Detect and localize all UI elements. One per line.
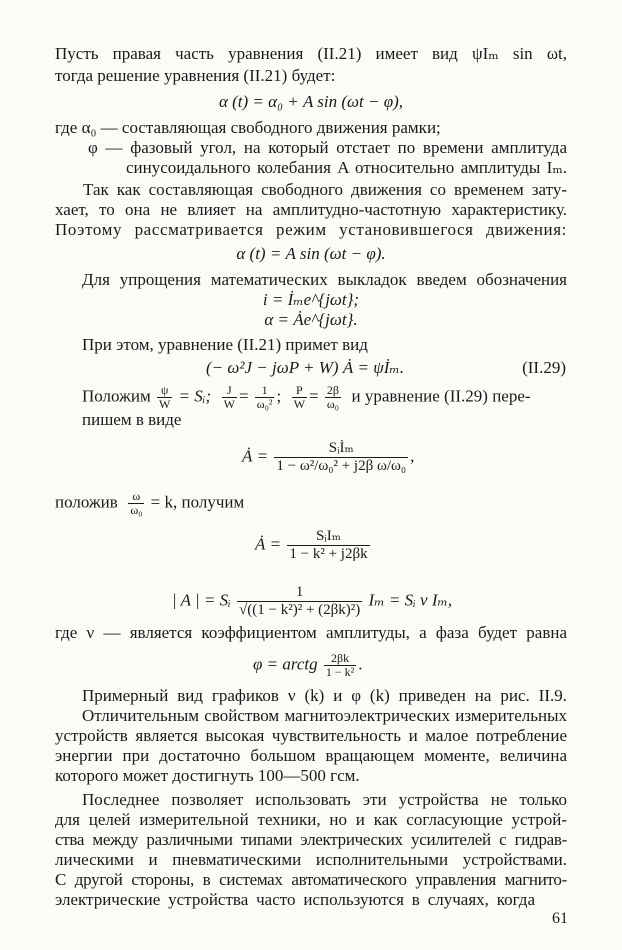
fraction: $\frac{1}{\text{√((1 − k²)² + (2βk)²)}}$ [239,584,361,618]
text-line: Для упрощения математических выкладок введем обозначения [82,270,567,289]
equation: α = Ȧe^{jωt}. [264,310,358,329]
text-line: Пусть правая часть уравнения (II.21) имеет вид ψIₘ sin ωt, [55,44,567,63]
text-line: энергии при достаточно большом вращающем моменте, величина [55,746,567,765]
text-line: для целей измерительной техники, но и как согласующие устрой- [55,810,567,829]
text-line: Отличительным свойством магнитоэлектрических измерительных [82,706,567,725]
text-line: Поэтому рассматривается режим установившегося движения: [55,220,567,239]
page-number: 61 [552,910,568,927]
equation-line: Положим $\frac{\psi}{W}$ = Sᵢ; $\frac{J}{W}$ = $\frac{1}{\text{ω₀²}}$ ; $\frac{P}{W}$ = $\frac{2\beta}{\text{ω₀}}$ и уравнение (II.29) пере- [82,383,531,411]
text-line: Примерный вид графиков ν (k) и φ (k) приведен на рис. II.9. [82,686,567,705]
equation-number: (II.29) [522,358,566,377]
fraction: $\frac{2\beta k}{\text{1 − k²}}$ [325,651,355,679]
text-line: ства между различными типами электрических усилителей с гидрав- [55,830,567,849]
fraction: $\frac{2\beta}{\text{ω₀}}$ [326,383,339,411]
fraction: $\frac{\text{Sᵢİₘ}}{\text{1 − ω²/ω₀² + j2β ω/ω₀}}$ [276,440,407,474]
text-line: φ — фазовый угол, на который отстает по времени амплитуда [88,138,567,157]
equation: Ȧ = $\frac{\text{SᵢIₘ}}{\text{1 − k² + j2βk}}$ [255,528,368,562]
fraction: $\frac{\omega}{\text{ω₀}}$ [130,489,143,517]
text-line: лическими и пневматическими исполнительными устройствами. [55,850,567,869]
text-line: которого может достигнуть 100—500 гсм. [55,766,360,785]
equation-line: положив $\frac{\omega}{\text{ω₀}}$ = k, получим [55,489,245,517]
equation: α (t) = α₀ + A sin (ωt − φ), [218,92,404,111]
fraction: $\frac{\psi}{W}$ [158,383,171,411]
text-line: пишем в виде [82,410,182,429]
equation: | A | = Sᵢ $\frac{1}{\text{√((1 − k²)² + (2βk)²)}}$ Iₘ = Sᵢ ν Iₘ, [172,584,453,618]
text-line: где α₀ — составляющая свободного движения рамки; [55,118,441,137]
text-line: синусоидального колебания A относительно амплитуды Iₘ. [126,158,567,177]
text-line: Так как составляющая свободного движения со временем зату- [83,180,567,199]
text-line: где ν — является коэффициентом амплитуды, а фаза будет равна [55,623,567,642]
text-line: устройств является высокая чувствительность и малое потребление [55,726,567,745]
equation: i = İₘe^{jωt}; [262,290,360,309]
equation: Ȧ = $\frac{\text{Sᵢİₘ}}{\text{1 − ω²/ω₀² + j2β ω/ω₀}}$ , [242,440,415,474]
text-line: При этом, уравнение (II.21) примет вид [82,335,368,354]
fraction: $\frac{J}{W}$ [223,383,235,411]
text-line: тогда решение уравнения (II.21) будет: [55,66,336,85]
fraction: $\frac{\text{SᵢIₘ}}{\text{1 − k² + j2βk}}$ [289,528,368,562]
fraction: $\frac{1}{\text{ω₀²}}$ [256,383,273,411]
text-line: хает, то она не влияет на амплитудно-частотную характеристику. [55,200,567,219]
equation: (− ω²J − jωP + W) Ȧ = ψİₘ. [206,358,405,377]
text-line: С другой стороны, в системах автоматического управления магнито- [55,870,567,889]
text-line: Последнее позволяет использовать эти устройства не только [82,790,567,809]
text-line: электрические устройства часто используются в случаях, когда [55,890,535,909]
equation: φ = arctg $\frac{2\beta k}{\text{1 − k²}}$ . [253,651,363,679]
equation: α (t) = A sin (ωt − φ). [236,244,386,263]
fraction: $\frac{P}{W}$ [293,383,306,411]
